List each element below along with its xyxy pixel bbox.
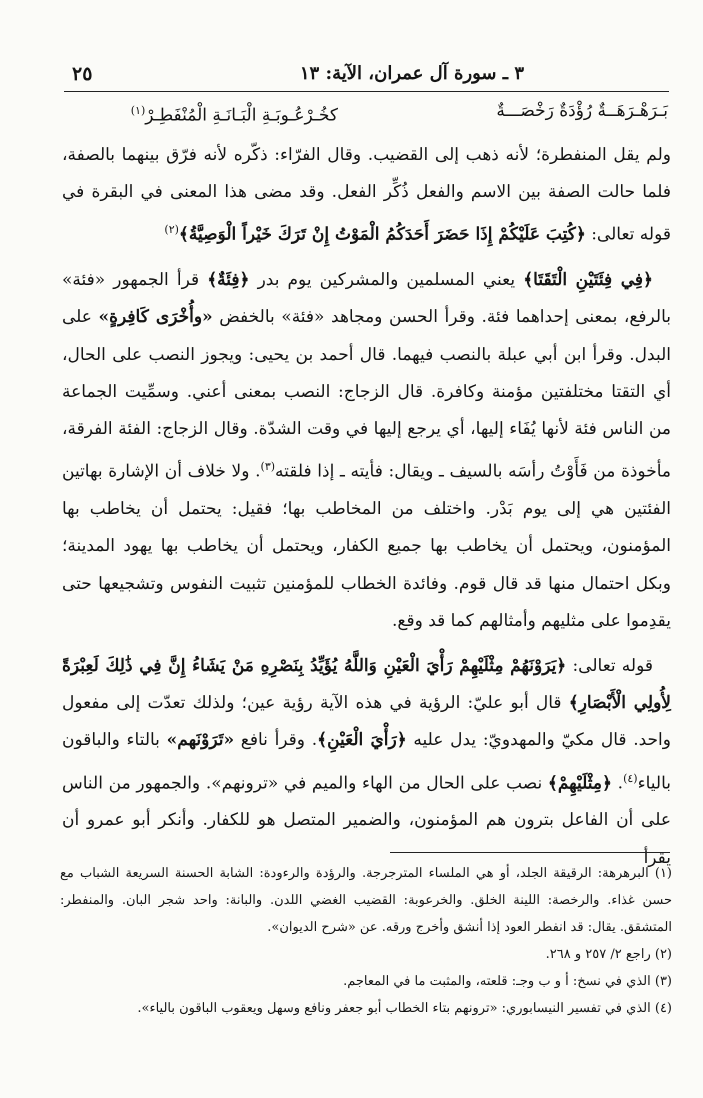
quran-quote: «تَرَوْنَهم» — [166, 730, 235, 751]
footnote-separator — [390, 852, 670, 853]
footnote-1: (١) البرهرهة: الرقيقة الجلد، أو هي الملساء المترجرجة. والرؤدة والرءودة: الشابة الحسنة السريعة الشباب مع حسن غذاء. والرخصة: اللينة الخلق. والخرعوبة: القضيب الغضي اللدن. والبانة: واحد شجر البان. والمنفطر: المتشقق. يقال: قد انفطر العود إذا أنشق وأخرج ورقه. عن «شرح الديوان». — [60, 866, 672, 935]
poetry-verse — [70, 94, 668, 128]
paragraph-3: قوله تعالى: ﴿يَرَوْنَهُمْ مِثْلَيْهِمْ رَأْيَ الْعَيْنِ وَاللَّهُ يُؤَيِّدُ بِنَصْرِهِ مَنْ يَشَاءُ إِنَّ فِي ذَٰلِكَ لَعِبْرَةً لِأُولِي الْأَبْصَارِ﴾ قال أبو عليّ: الرؤية في هذه الآية رؤية عين؛ ولذلك تعدّت إلى مفعول واحد. قال مكيّ والمهدويّ: يدل عليه ﴿رَأْيَ الْعَيْنِ﴾. وقرأ نافع «تَرَوْنَهم» بالتاء والباقون بالياء$^{(٤)}$. ﴿مِثْلَيْهِمْ﴾ نصب على الحال من الهاء والميم في «ترونهم». والجمهور من الناس على أن الفاعل بترون هم المؤمنون، والضمير المتصل هو للكفار. وأنكر أبو عمرو أن يقرأ — [62, 655, 671, 868]
quran-quote: «وأُخْرَى كَافِرةٍ» — [98, 307, 213, 328]
paragraph-2: ﴿فِي فِئَتَيْنِ الْتَقَتَا﴾ يعني المسلمين والمشركين يوم بدر ﴿فِئَةٌ﴾ قرأ الجمهور «فئة» بالرفع، بمعنى إحداهما فئة. وقرأ الحسن ومجاهد «فئة» بالخفض «وأُخْرَى كَافِرةٍ» على البدل. وقرأ ابن أبي عبلة بالنصب فيهما. قال أحمد بن يحيى: ويجوز النصب على الحال، أي التقتا مختلفتين مؤمنة وكافرة. قال الزجاج: النصب بمعنى أعني. وسمِّيت الجماعة من الناس فئة لأنها يُفَاء إليها، أي يرجع إليها في وقت الشدّة. وقال الزجاج: الفئة الفرقة، مأخوذة من فَأَوْتُ رأسَه بالسيف ـ ويقال: فأيته ـ إذا فلقته$^{(٣)}$. ولا خلاف أن الإشارة بهاتين الفئتين هي إلى يوم بَدْر. واختلف من المخاطب بها؛ فقيل: يحتمل أن يخاطب بها المؤمنون، ويحتمل أن يخاطب بها جميع الكفار، ويحتمل أن يخاطب بها يهود المدينة؛ وبكل احتمال منها قد قال قوم. وفائدة الخطاب للمؤمنين تثبيت النفوس وتشجيعها حتى يقدِموا على مثليهم وأمثالهم كما قد وقع. — [62, 270, 671, 631]
page-number: ٢٥ — [72, 63, 93, 85]
footnote-3: (٣) الذي في نسخ: أ و ب وجـ: قلعته، والمثبت ما في المعاجم. — [343, 974, 672, 989]
verse-hemistich-1: بَـرَهْـرَهَــةٌ رُؤْدَةٌ رَخْصَـــةٌ — [496, 101, 668, 121]
sura-title: ٣ ـ سورة آل عمران، الآية: ١٣ — [299, 63, 524, 84]
header-rule — [64, 91, 669, 92]
footnote-ref: (٤) — [623, 771, 638, 785]
quran-quote: ﴿فِي فِئَتَيْنِ الْتَقَتَا﴾ — [523, 270, 653, 291]
quran-quote: ﴿رَأْيَ الْعَيْنِ﴾ — [317, 730, 407, 751]
footnote-2: (٢) راجع ٢/ ٢٥٧ و ٢٦٨. — [545, 947, 672, 962]
quran-quote: ﴿كُتِبَ عَلَيْكُمْ إِذَا حَضَرَ أَحَدَكُمُ الْمَوْتُ إِنْ تَرَكَ خَيْراً الْوَصِيَّةُ﴾ — [178, 225, 586, 246]
quran-quote: ﴿فِئَةٌ﴾ — [207, 270, 250, 291]
page-header — [64, 58, 664, 90]
main-text — [62, 137, 671, 877]
footnotes — [60, 860, 672, 1022]
footnote-ref: (١) — [130, 104, 146, 117]
footnote-4: (٤) الذي في تفسير النيسابوري: «ترونهم بتاء الخطاب أبو جعفر ونافع وسهل ويعقوب الباقون بالياء». — [137, 1001, 672, 1016]
quran-quote: ﴿مِثْلَيْهِمْ﴾ — [547, 773, 612, 794]
paragraph-1: ولم يقل المنفطرة؛ لأنه ذهب إلى القضيب. وقال الفرّاء: ذكّره لأنه فرّق بينهما بالصفة، فلما حالت الصفة بين الاسم والفعل ذُكِّر الفعل. وقد مضى هذا المعنى في البقرة في قوله تعالى: ﴿كُتِبَ عَلَيْكُمْ إِذَا حَضَرَ أَحَدَكُمُ الْمَوْتُ إِنْ تَرَكَ خَيْراً الْوَصِيَّةُ﴾$^{(٢)}$ — [62, 145, 671, 246]
verse-hemistich-2: كخُـرْعُـوبَـةِ الْبَـانَـةِ الْمُنْفَطِـرْ$^{(١)}$ — [130, 104, 338, 126]
footnote-ref: (٢) — [164, 223, 179, 237]
quran-quote: ﴿يَرَوْنَهُمْ مِثْلَيْهِمْ رَأْيَ الْعَيْنِ وَاللَّهُ يُؤَيِّدُ بِنَصْرِهِ مَنْ يَشَاءُ إِنَّ فِي ذَٰلِكَ لَعِبْرَةً لِأُولِي الْأَبْصَارِ﴾ — [62, 655, 671, 714]
footnote-ref: (٣) — [260, 460, 276, 474]
